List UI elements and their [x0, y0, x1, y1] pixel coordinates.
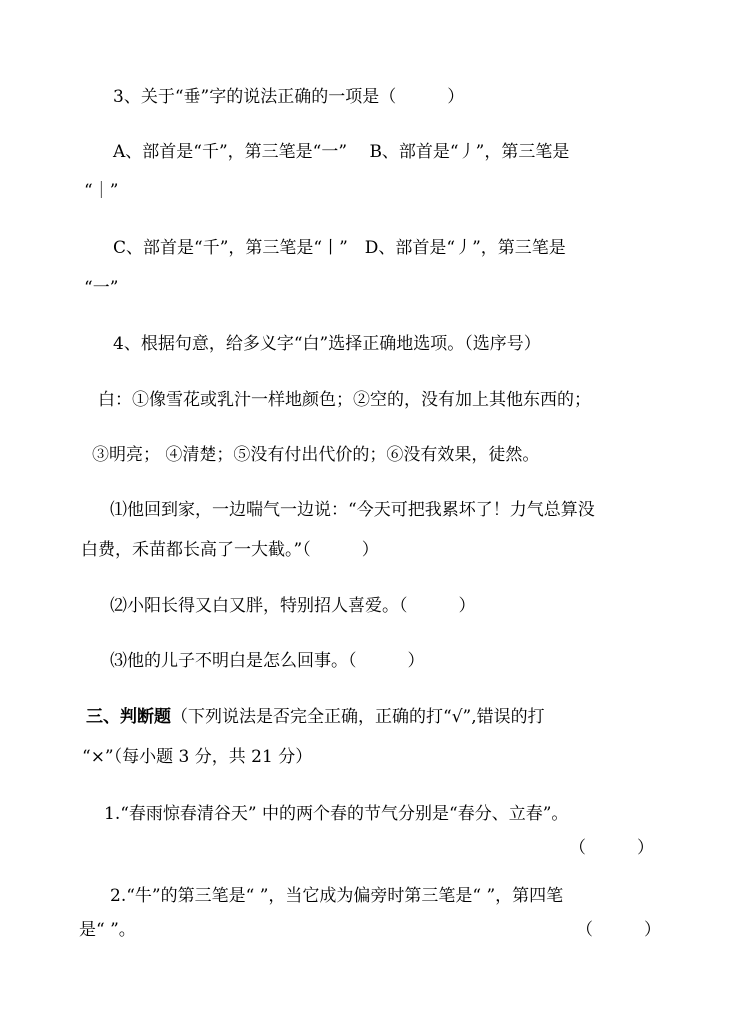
q4-definitions-line1: 白：①像雪花或乳汁一样地颜色；②空的，没有加上其他东西的； [98, 390, 591, 410]
judge-item2-answer-bracket: （ ） [576, 920, 661, 940]
q4-stem: 4、根据句意，给多义字“白”选择正确地选项。（选序号） [113, 334, 541, 354]
section3-title-bold: 三、判断题 [86, 707, 171, 727]
judge-item1-answer-bracket: （ ） [569, 838, 654, 858]
q3-option-a-b: A、部首是“千”，第三笔是“一” B、部首是“丿”，第三笔是 [113, 142, 570, 162]
q3-option-d-end: “一” [84, 278, 119, 298]
q4-sentence1-line1: ⑴他回到家，一边喘气一边说：“今天可把我累坏了！力气总算没 [110, 500, 595, 520]
judge-item1: 1.“春雨惊春清谷天” 中的两个春的节气分别是“春分、立春”。 [104, 804, 569, 824]
judge-item2-line1: 2.“牛”的第三笔是“ ”，当它成为偏旁时第三笔是“ ”，第四笔 [110, 886, 564, 906]
section3-title-rest: （下列说法是否完全正确，正确的打“√”,错误的打 [171, 707, 545, 727]
judge-item2-line2: 是“ ”。 [79, 920, 136, 940]
q3-stem: 3、关于“垂”字的说法正确的一项是（ ） [113, 87, 465, 107]
section3-title-line2: “×”（每小题 3 分，共 21 分） [82, 747, 313, 767]
q4-sentence2: ⑵小阳长得又白又胖，特别招人喜爱。（ ） [110, 596, 476, 616]
q4-sentence3: ⑶他的儿子不明白是怎么回事。（ ） [110, 651, 425, 671]
q4-definitions-line2: ③明亮； ④清楚；⑤没有付出代价的；⑥没有效果，徒然。 [92, 445, 540, 465]
q3-option-c-d: C、部首是“千”，第三笔是“丨” D、部首是“丿”，第三笔是 [113, 238, 566, 258]
q3-option-b-end: “｜” [84, 181, 119, 201]
q4-sentence1-line2: 白费，禾苗都长高了一大截。”（ ） [81, 540, 379, 560]
section3-title [86, 705, 545, 729]
